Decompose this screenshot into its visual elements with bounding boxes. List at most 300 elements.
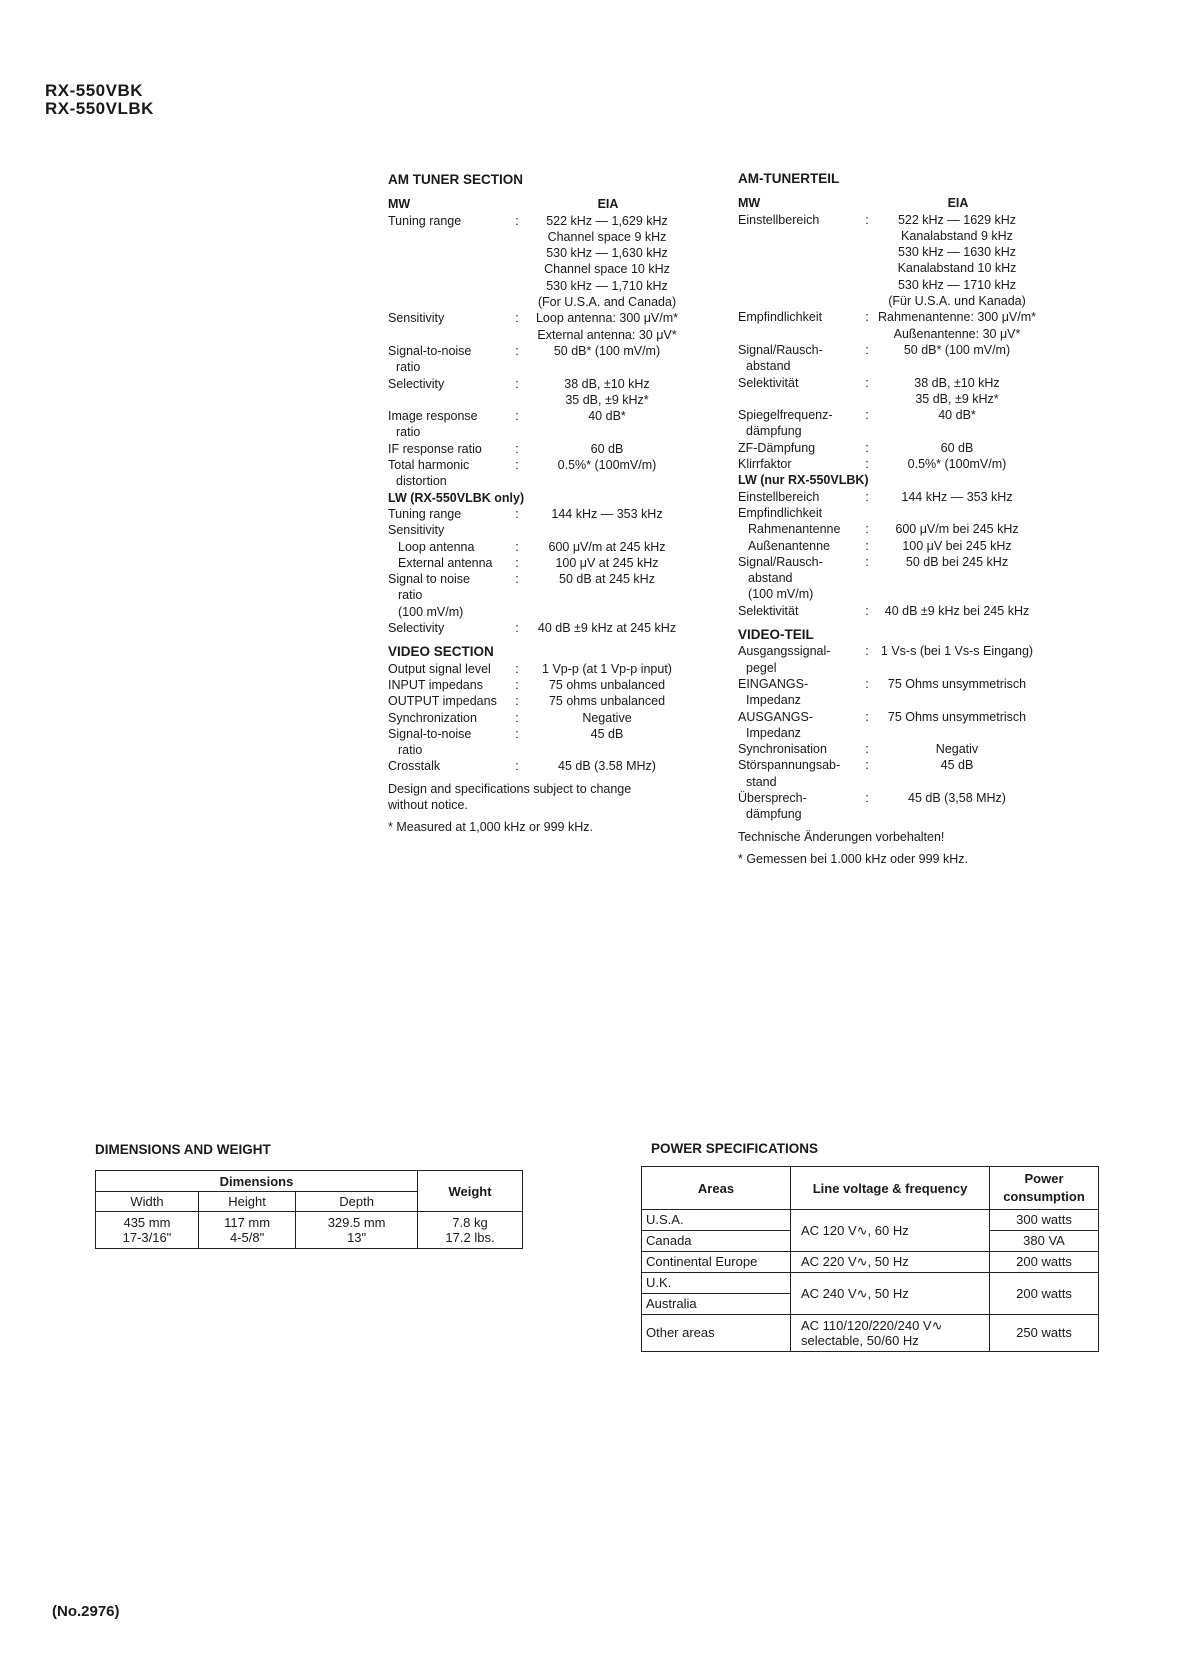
spec-value-line: 522 kHz — 1629 kHz <box>897 212 1017 227</box>
model-name-1: RX-550VBK <box>45 81 144 100</box>
spec-row <box>738 375 1038 408</box>
spec-separator: : <box>865 375 869 390</box>
spec-label-text: Tuning range <box>388 213 462 228</box>
spec-label-text: Klirrfaktor <box>738 457 792 472</box>
spec-separator: : <box>865 212 869 227</box>
spec-label-text: Image response <box>388 409 478 424</box>
spec-label-text: Einstellbereich <box>738 489 820 504</box>
spec-value-line: Channel space 10 kHz <box>544 262 670 277</box>
spec-label-text: Einstellbereich <box>738 212 820 227</box>
spec-row <box>388 661 688 677</box>
weight-kg: 7.8 kg <box>452 1215 488 1230</box>
width-header: Width <box>96 1192 199 1212</box>
spec-label-text: Signal/Rausch- <box>738 554 823 569</box>
spec-value-line: 100 μV at 245 kHz <box>555 555 659 570</box>
spec-label-text: Signal/Rausch- <box>738 342 823 357</box>
spec-label-text: AUSGANGS- <box>738 709 814 724</box>
spec-value <box>876 309 1038 342</box>
spec-value <box>876 375 1038 408</box>
spec-label-text: Übersprech- <box>738 790 807 805</box>
spec-row <box>738 521 1038 537</box>
spec-value-line: 75 Ohms unsymmetrisch <box>887 676 1027 691</box>
spec-row <box>738 309 1038 342</box>
measurement-footnote-de: * Gemessen bei 1.000 kHz oder 999 kHz. <box>738 851 968 866</box>
spec-value-line: Kanalabstand 9 kHz <box>901 228 1013 243</box>
spec-value <box>526 310 688 343</box>
document-number: (No.2976) <box>52 1603 120 1620</box>
spec-row <box>738 489 1038 505</box>
spec-row <box>388 213 688 311</box>
power-title: POWER SPECIFICATIONS <box>651 1141 819 1156</box>
areas-header: Areas <box>642 1167 791 1210</box>
spec-value <box>526 522 688 538</box>
spec-label <box>738 375 858 408</box>
spec-label-text: Ausgangssignal- <box>738 644 831 659</box>
spec-value-line: 45 dB <box>940 758 974 773</box>
depth-header: Depth <box>296 1192 418 1212</box>
spec-label <box>388 620 508 636</box>
spec-row <box>388 441 688 457</box>
power-header-line-1: Power <box>1024 1171 1064 1186</box>
spec-label <box>388 343 508 376</box>
spec-label-text: (100 mV/m) <box>398 604 464 619</box>
eia-label-de: EIA <box>947 196 969 211</box>
line-voltage-header: Line voltage & frequency <box>791 1167 990 1210</box>
spec-label <box>738 586 858 602</box>
spec-label-text: Empfindlichkeit <box>738 310 823 325</box>
mw-spec-list <box>388 213 688 490</box>
spec-separator: : <box>865 603 869 618</box>
spec-row <box>738 757 1038 790</box>
spec-separator: : <box>865 742 869 757</box>
spec-label <box>738 676 858 709</box>
spec-row <box>388 677 688 693</box>
spec-label <box>738 212 858 310</box>
spec-label-text: Synchronization <box>388 710 477 725</box>
spec-label <box>738 757 858 790</box>
spec-row <box>388 522 688 538</box>
spec-row <box>388 710 688 726</box>
usa-canada-voltage: AC 120 V∿, 60 Hz <box>791 1210 990 1252</box>
measurement-footnote: * Measured at 1,000 kHz or 999 kHz. <box>388 820 593 835</box>
spec-value <box>526 408 688 441</box>
spec-value-line: 530 kHz — 1710 kHz <box>897 277 1017 292</box>
spec-value-line: 530 kHz — 1630 kHz <box>897 245 1017 260</box>
spec-value <box>876 554 1038 570</box>
video-section-title: VIDEO SECTION <box>388 644 494 660</box>
uk-voltage: AC 240 V∿, 50 Hz <box>791 1273 990 1315</box>
spec-label-text: Selectivity <box>388 621 445 636</box>
am-tunerteil-title: AM-TUNERTEIL <box>738 171 840 186</box>
spec-separator: : <box>865 342 869 357</box>
spec-label-text: (100 mV/m) <box>748 587 814 602</box>
spec-value-line: 38 dB, ±10 kHz <box>564 376 650 391</box>
spec-row <box>738 570 1038 586</box>
other-voltage-line-2: selectable, 50/60 Hz <box>801 1333 919 1348</box>
change-notice-line-2: without notice. <box>388 797 468 812</box>
spec-value <box>526 710 688 726</box>
spec-separator: : <box>865 554 869 569</box>
dimensions-table <box>95 1170 523 1249</box>
spec-row <box>388 758 688 774</box>
spec-value <box>876 212 1038 310</box>
spec-separator: : <box>515 539 519 554</box>
spec-label-text: Störspannungsab- <box>738 758 841 773</box>
spec-value-line <box>526 604 688 620</box>
area-canada: Canada <box>642 1231 791 1252</box>
spec-value-line: 50 dB* (100 mV/m) <box>553 343 661 358</box>
spec-value <box>876 342 1038 375</box>
spec-label <box>388 742 508 758</box>
spec-separator: : <box>515 343 519 358</box>
area-other: Other areas <box>642 1315 791 1352</box>
spec-label-text: ZF-Dämpfung <box>738 440 816 455</box>
spec-value-line: 40 dB ±9 kHz bei 245 kHz <box>884 603 1030 618</box>
spec-value <box>526 376 688 409</box>
spec-label-text: Außenantenne <box>748 538 831 553</box>
spec-value-line: Channel space 9 kHz <box>547 229 667 244</box>
spec-value <box>876 538 1038 554</box>
spec-label-continuation: Impedanz <box>746 725 801 740</box>
spec-label <box>738 643 858 676</box>
spec-row <box>738 407 1038 440</box>
height-header: Height <box>198 1192 295 1212</box>
power-header-line-2: consumption <box>1003 1189 1085 1204</box>
spec-label <box>738 489 858 505</box>
spec-label-text: Selektivität <box>738 375 799 390</box>
uk-power: 200 watts <box>990 1273 1099 1315</box>
spec-label <box>388 310 508 343</box>
spec-label-text: Sensitivity <box>388 311 445 326</box>
spec-label-text: Output signal level <box>388 661 491 676</box>
spec-label <box>738 538 858 554</box>
spec-label <box>388 677 508 693</box>
spec-row <box>388 310 688 343</box>
area-usa: U.S.A. <box>642 1210 791 1231</box>
spec-value <box>526 587 688 603</box>
spec-separator <box>508 522 526 538</box>
spec-value <box>526 742 688 758</box>
spec-separator: : <box>515 726 519 741</box>
spec-row <box>388 457 688 490</box>
spec-row <box>388 693 688 709</box>
spec-label-text: Selectivity <box>388 376 445 391</box>
spec-value-line: 75 Ohms unsymmetrisch <box>887 709 1027 724</box>
spec-label-text: Signal-to-noise <box>388 726 472 741</box>
spec-row <box>738 790 1038 823</box>
spec-label <box>738 741 858 757</box>
spec-label <box>738 554 858 570</box>
spec-value-line: 144 kHz — 353 kHz <box>551 506 663 521</box>
spec-separator: : <box>865 310 869 325</box>
other-voltage-line-1: AC 110/120/220/240 V∿ <box>801 1318 943 1333</box>
spec-value <box>876 741 1038 757</box>
spec-label-text: Total harmonic <box>388 458 470 473</box>
spec-value <box>876 440 1038 456</box>
spec-value <box>526 571 688 587</box>
spec-value-line: (Für U.S.A. und Kanada) <box>888 294 1026 309</box>
spec-value-line <box>526 522 688 538</box>
lw-spec-list-de <box>738 489 1038 619</box>
spec-row <box>388 726 688 742</box>
spec-label-text: Crosstalk <box>388 759 441 774</box>
spec-separator: : <box>515 759 519 774</box>
am-tuner-section-title: AM TUNER SECTION <box>388 172 523 187</box>
spec-label <box>738 603 858 619</box>
spec-value <box>876 456 1038 472</box>
spec-value <box>526 604 688 620</box>
spec-value <box>526 343 688 376</box>
spec-separator: : <box>515 572 519 587</box>
spec-label <box>738 440 858 456</box>
spec-value <box>526 661 688 677</box>
spec-label-continuation: distortion <box>396 474 447 489</box>
spec-value-line: 60 dB <box>590 441 624 456</box>
eia-label: EIA <box>597 197 619 212</box>
spec-label-text: IF response ratio <box>388 441 482 456</box>
spec-row <box>388 587 688 603</box>
spec-value-line: Negativ <box>935 742 979 757</box>
spec-row <box>738 456 1038 472</box>
spec-label-text: Tuning range <box>388 506 462 521</box>
spec-label <box>388 661 508 677</box>
spec-value-line: 50 dB at 245 kHz <box>559 572 655 587</box>
spec-label-text: Synchronisation <box>738 742 827 757</box>
spec-value-line: Kanalabstand 10 kHz <box>897 261 1017 276</box>
spec-label <box>388 441 508 457</box>
spec-value-line: 35 dB, ±9 kHz* <box>915 391 999 406</box>
spec-label-text: Empfindlichkeit <box>738 505 823 520</box>
spec-label-continuation: ratio <box>396 360 421 375</box>
spec-separator <box>508 742 526 758</box>
spec-row <box>738 603 1038 619</box>
lw-spec-list <box>388 506 688 636</box>
spec-row <box>738 440 1038 456</box>
spec-row <box>738 505 1038 521</box>
spec-value <box>876 489 1038 505</box>
spec-row <box>738 538 1038 554</box>
spec-separator <box>858 570 876 586</box>
spec-value-line: 1 Vs-s (bei 1 Vs-s Eingang) <box>880 644 1034 659</box>
power-table <box>641 1166 1099 1352</box>
spec-label <box>388 693 508 709</box>
spec-label <box>738 342 858 375</box>
spec-label-text: Sensitivity <box>388 523 445 538</box>
spec-label <box>388 726 508 742</box>
spec-value-line: 144 kHz — 353 kHz <box>901 489 1013 504</box>
spec-value-line: 45 dB (3,58 MHz) <box>908 790 1006 805</box>
area-europe: Continental Europe <box>642 1252 791 1273</box>
spec-label-text: Signal to noise <box>388 572 471 587</box>
spec-separator: : <box>865 758 869 773</box>
spec-label-text: OUTPUT impedans <box>388 694 497 709</box>
spec-label <box>388 555 508 571</box>
spec-row <box>738 643 1038 676</box>
spec-separator <box>508 587 526 603</box>
spec-value-line: 60 dB <box>940 440 974 455</box>
model-name-2: RX-550VLBK <box>45 99 154 118</box>
spec-label <box>388 587 508 603</box>
spec-separator: : <box>865 644 869 659</box>
spec-label <box>388 522 508 538</box>
spec-value <box>876 643 1038 676</box>
german-spec-column <box>738 171 1038 867</box>
other-power: 250 watts <box>990 1315 1099 1352</box>
spec-label <box>388 408 508 441</box>
spec-separator: : <box>515 621 519 636</box>
spec-separator: : <box>865 790 869 805</box>
spec-value-line <box>526 742 688 758</box>
spec-separator: : <box>515 677 519 692</box>
spec-label-text: abstand <box>748 571 793 586</box>
spec-value-line: Rahmenantenne: 300 μV/m* <box>878 310 1036 325</box>
spec-label <box>738 570 858 586</box>
spec-value-line: 38 dB, ±10 kHz <box>914 375 1000 390</box>
spec-row <box>388 376 688 409</box>
change-notice-line-1: Design and specifications subject to change <box>388 781 632 796</box>
spec-value-line: 40 dB* <box>938 408 976 423</box>
width-in: 17-3/16" <box>122 1230 172 1245</box>
dimensions-title: DIMENSIONS AND WEIGHT <box>95 1142 271 1157</box>
spec-separator <box>858 505 876 521</box>
spec-row <box>388 604 688 620</box>
spec-value <box>876 505 1038 521</box>
spec-row <box>388 408 688 441</box>
area-uk: U.K. <box>642 1273 791 1294</box>
spec-label <box>738 790 858 823</box>
spec-value-line: 45 dB <box>590 726 624 741</box>
spec-separator: : <box>515 694 519 709</box>
spec-separator: : <box>865 709 869 724</box>
spec-value-line <box>876 505 1038 521</box>
spec-label-continuation: pegel <box>746 660 777 675</box>
depth-mm: 329.5 mm <box>327 1215 386 1230</box>
spec-label <box>738 309 858 342</box>
video-spec-list-de <box>738 643 1038 822</box>
spec-separator: : <box>515 506 519 521</box>
spec-label-text: Rahmenantenne <box>748 522 841 537</box>
english-spec-column <box>388 172 688 836</box>
canada-power: 380 VA <box>990 1231 1099 1252</box>
europe-voltage: AC 220 V∿, 50 Hz <box>791 1252 990 1273</box>
spec-value-line: 45 dB (3.58 MHz) <box>558 759 656 774</box>
lw-heading: LW (RX-550VLBK only) <box>388 490 525 505</box>
video-teil-title: VIDEO-TEIL <box>738 627 814 643</box>
video-spec-list <box>388 661 688 775</box>
spec-value-line <box>526 587 688 603</box>
spec-separator: : <box>515 376 519 391</box>
spec-label <box>738 456 858 472</box>
spec-value <box>876 676 1038 709</box>
spec-value <box>876 570 1038 586</box>
spec-label <box>388 571 508 587</box>
spec-separator: : <box>515 458 519 473</box>
spec-label-text: INPUT impedans <box>388 677 483 692</box>
spec-separator: : <box>515 409 519 424</box>
spec-label-text: Selektivität <box>738 603 799 618</box>
dimensions-header: Dimensions <box>96 1171 418 1192</box>
spec-value-line <box>876 586 1038 602</box>
spec-label <box>388 506 508 522</box>
spec-value <box>876 407 1038 440</box>
spec-value-line: 0.5%* (100mV/m) <box>557 458 657 473</box>
spec-row <box>388 620 688 636</box>
spec-value <box>876 757 1038 790</box>
spec-separator: : <box>515 311 519 326</box>
spec-value-line: 75 ohms unbalanced <box>548 677 666 692</box>
spec-label <box>388 710 508 726</box>
spec-row <box>738 554 1038 570</box>
spec-label <box>738 407 858 440</box>
spec-label-text: EINGANGS- <box>738 676 809 691</box>
spec-value <box>876 586 1038 602</box>
spec-separator: : <box>865 440 869 455</box>
spec-row <box>388 506 688 522</box>
spec-separator: : <box>865 676 869 691</box>
spec-separator: : <box>515 710 519 725</box>
spec-value-line: 50 dB* (100 mV/m) <box>903 342 1011 357</box>
width-mm: 435 mm <box>123 1215 171 1230</box>
spec-value-line: 522 kHz — 1,629 kHz <box>546 213 668 228</box>
spec-value-line: 530 kHz — 1,630 kHz <box>546 246 668 261</box>
height-mm: 117 mm <box>224 1215 271 1230</box>
spec-value <box>526 213 688 311</box>
spec-value <box>526 457 688 490</box>
spec-value <box>526 758 688 774</box>
spec-label-text: ratio <box>398 588 423 603</box>
spec-value-line: 100 μV bei 245 kHz <box>902 538 1012 553</box>
weight-lbs: 17.2 lbs. <box>445 1230 495 1245</box>
spec-label <box>388 539 508 555</box>
spec-label-continuation: dämpfung <box>746 807 802 822</box>
height-in: 4-5/8" <box>229 1230 265 1245</box>
spec-row <box>738 586 1038 602</box>
spec-separator: : <box>515 213 519 228</box>
spec-value <box>526 539 688 555</box>
spec-value-line: 75 ohms unbalanced <box>548 694 666 709</box>
weight-header: Weight <box>418 1171 523 1212</box>
mw-heading <box>388 196 688 212</box>
spec-row <box>388 555 688 571</box>
spec-label <box>388 213 508 311</box>
area-australia: Australia <box>642 1294 791 1315</box>
spec-row <box>738 212 1038 310</box>
spec-row <box>738 676 1038 709</box>
spec-label-continuation: dämpfung <box>746 424 802 439</box>
spec-value-line: 600 μV/m at 245 kHz <box>548 539 666 554</box>
spec-separator <box>858 586 876 602</box>
spec-row <box>388 571 688 587</box>
spec-value-line: 1 Vp-p (at 1 Vp-p input) <box>542 661 672 676</box>
spec-value-line: Loop antenna: 300 μV/m* <box>535 311 679 326</box>
spec-separator: : <box>515 661 519 676</box>
spec-label-text: Spiegelfrequenz- <box>738 408 833 423</box>
spec-separator: : <box>865 457 869 472</box>
spec-label-text: ratio <box>398 743 423 758</box>
spec-value-line <box>876 570 1038 586</box>
spec-label <box>738 521 858 537</box>
spec-value <box>526 693 688 709</box>
spec-value <box>876 521 1038 537</box>
spec-label <box>388 758 508 774</box>
spec-value-line: 40 dB* <box>588 409 626 424</box>
spec-value <box>876 790 1038 823</box>
mw-spec-list-de <box>738 212 1038 473</box>
spec-label-continuation: Impedanz <box>746 693 801 708</box>
spec-label-text: External antenna <box>398 555 493 570</box>
spec-value-line: Negative <box>582 710 632 725</box>
spec-value <box>526 677 688 693</box>
